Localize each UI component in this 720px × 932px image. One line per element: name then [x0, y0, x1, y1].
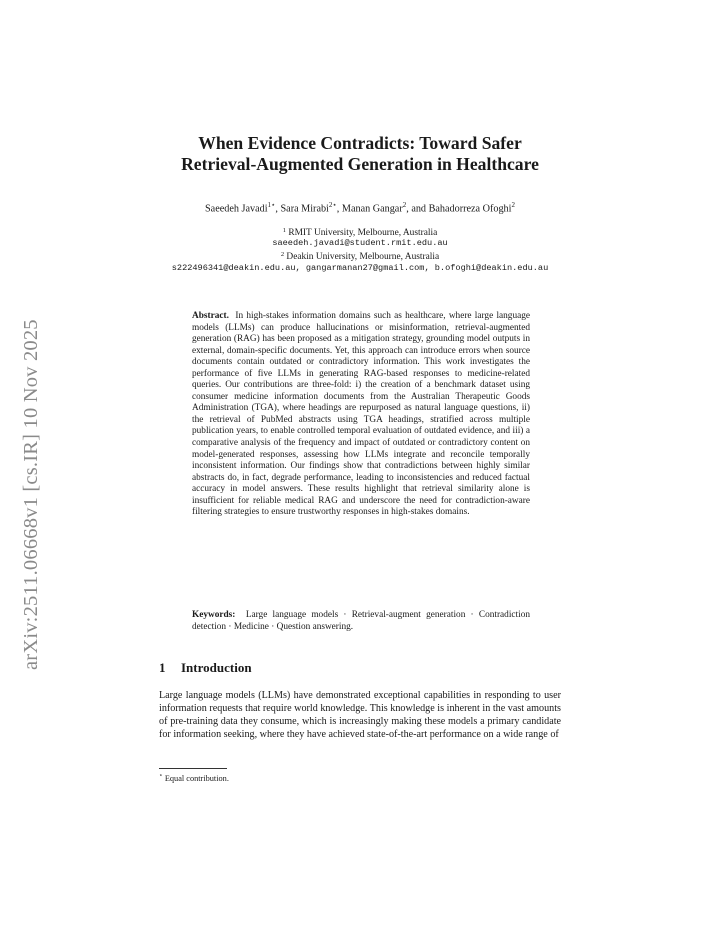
author-marker: 1⋆ — [267, 201, 276, 209]
footnote — [159, 772, 229, 783]
keywords — [192, 610, 530, 633]
abstract — [192, 311, 530, 519]
paper-title-line-2: Retrieval-Augmented Generation in Healthcare — [181, 154, 539, 174]
author-marker: 2 — [511, 201, 515, 209]
author-separator: , and — [406, 203, 429, 215]
arxiv-stamp-text: arXiv:2511.06668v1 [cs.IR] 10 Nov 2025 — [20, 319, 42, 670]
author-marker: 2⋆ — [328, 201, 337, 209]
abstract-label: Abstract. — [192, 311, 229, 321]
section-heading — [159, 660, 252, 676]
author-marker: 2 — [402, 201, 407, 209]
author-name: Manan Gangar — [341, 203, 403, 215]
affiliation-marker: 2 — [280, 251, 285, 258]
author-list — [110, 201, 610, 214]
intro-paragraph: Large language models (LLMs) have demonstrated exceptional capabilities in responding to user information requests that require world knowledge. This knowledge is inherent in the vast amounts of pre-training data they consume, which is increasingly making these models a primary candidate for information seeking, where they have achieved state-of-the-art performance on a wide range of — [159, 690, 561, 741]
footnote-text: Equal contribution. — [164, 773, 229, 783]
footnote-mark: ⋆ — [159, 773, 163, 779]
author-separator: , — [336, 203, 342, 215]
footnote-rule — [159, 768, 227, 769]
author-name: Sara Mirabi — [280, 203, 329, 215]
affiliation-text: RMIT University, Melbourne, Australia — [288, 228, 438, 238]
author-name: Bahadorreza Ofoghi — [428, 203, 512, 215]
affiliation-text: Deakin University, Melbourne, Australia — [286, 252, 440, 262]
keywords-label: Keywords: — [192, 610, 236, 620]
abstract-text: In high-stakes information domains such as healthcare, where large language models (LLMs) can produce hallucinations or misinformation, retrieval-augmented generation (RAG) has been proposed as a mitigation strategy, grounding model outputs in external, domain-specific documents. Yet, this approach can introduce errors when source documents contain outdated or contradictory information. This work investigates the performance of five LLMs in generating RAG-based responses to medicine-related queries. Our contributions are three-fold: i) the creation of a benchmark dataset using consumer medicine information documents from the Australian Therapeutic Goods Administration (TGA), where headings are repurposed as natural language questions, ii) the retrieval of PubMed abstracts using TGA headings, stratified across multiple publication years, to enable controlled temporal evaluation of outdated evidence, and iii) a comparative analysis of the frequency and impact of outdated or contradictory content on model-generated responses, assessing how LLMs integrate and reconcile temporally inconsistent information. Our findings show that contradictions between highly similar abstracts do, in fact, degrade performance, leading to inconsistencies and reduced factual accuracy in model answers. These results highlight that retrieval similarity alone is insufficient for reliable medical RAG and underscore the need for contradiction-aware filtering strategies to ensure trustworthy responses in high-stakes domains. — [192, 311, 530, 518]
affiliation-marker: 1 — [282, 227, 286, 234]
affiliation-1-email: saeedeh.javadi@student.rmit.edu.au — [272, 238, 448, 248]
affiliation-2-emails: s222496341@deakin.edu.au, gangarmanan27@gmail.com, b.ofoghi@deakin.edu.au — [171, 263, 549, 273]
arxiv-stamp — [12, 270, 52, 670]
section-title: Introduction — [181, 660, 252, 675]
paper-title-line-1: When Evidence Contradicts: Toward Safer — [198, 133, 522, 153]
keywords-text: Large language models · Retrieval-augment generation · Contradiction detection · Medicine · Question answering. — [192, 610, 530, 632]
section-number: 1 — [159, 660, 166, 675]
affiliation-2 — [110, 249, 610, 263]
author-name: Saeedeh Javadi — [205, 203, 268, 215]
author-separator: , — [275, 203, 281, 215]
